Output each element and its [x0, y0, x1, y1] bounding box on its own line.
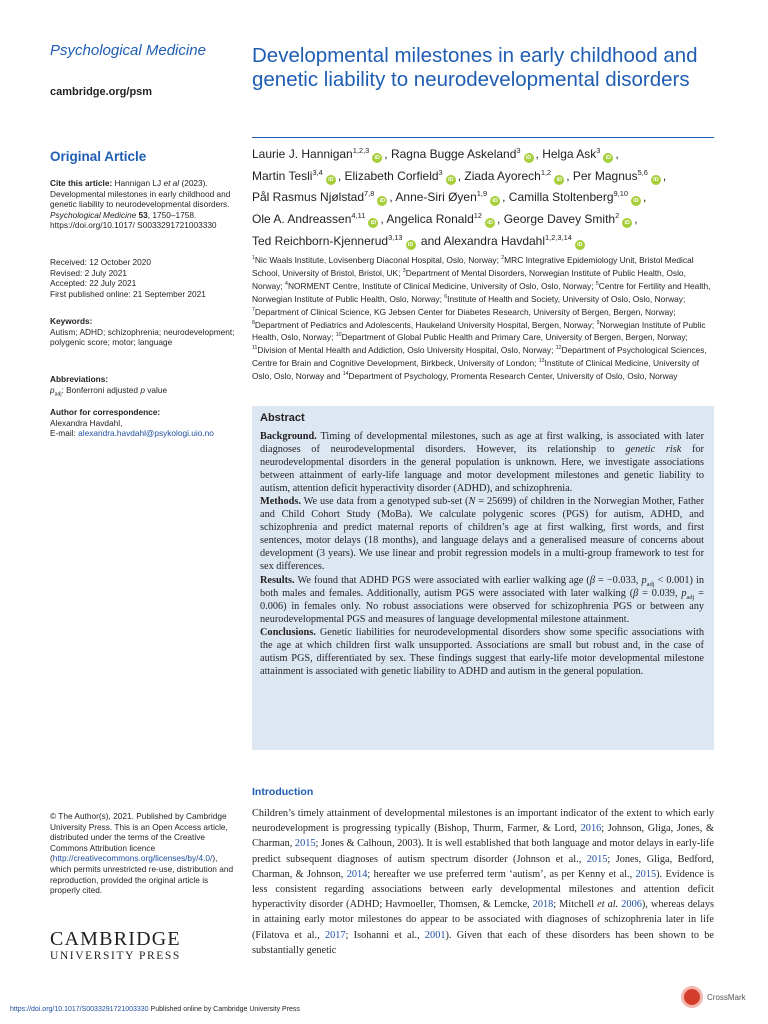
cite-text: (2023). Developmental milestones in early childhood and genetic liability to neurodevelopmental disorders.: [50, 178, 231, 210]
intro-italic: et al.: [597, 899, 619, 911]
author-name: Anne-Siri Øyen: [395, 190, 477, 205]
affiliation-text: Department of Pediatrics and Adolescents, Haukeland University Hospital, Bergen, Norway;: [254, 319, 597, 330]
license-text: ), which permits unrestricted re-use, distribution and reproduction, provided the original article is properly cited.: [50, 853, 234, 896]
author-affiliation-number: 3: [438, 167, 443, 177]
author-separator: and: [417, 233, 444, 248]
p-symbol: p: [641, 574, 647, 586]
author-affiliation-number: 3: [596, 146, 601, 155]
affiliation-number: 6: [444, 293, 448, 300]
affiliation-number: 1: [252, 255, 255, 262]
orcid-icon[interactable]: iD: [651, 175, 661, 185]
license-text: © The Author(s), 2021. Published by Cambridge University Press. This is an Open Access article, distributed under the terms of the Creative Commons Attribution licence (: [50, 811, 228, 864]
crossmark-label: CrossMark: [707, 992, 746, 1002]
author-affiliation-number: 5,6: [637, 167, 648, 177]
author: [573, 169, 666, 183]
keywords-block: [50, 316, 238, 348]
citation-link[interactable]: 2017: [324, 929, 346, 941]
abstract-italic: N: [468, 496, 476, 508]
keywords-label: Keywords:: [50, 316, 93, 326]
affiliation-text: Division of Mental Health and Addiction, Oslo University Hospital, Oslo, Norway;: [257, 345, 556, 356]
abbreviations-block: [50, 374, 238, 398]
abstract-span: Timing of developmental milestones, such as age at first walking, is associated with later diagnoses of neurodevelopmental disorders. However, its relationship to: [260, 431, 704, 456]
dates-block: [50, 257, 238, 299]
citation-link[interactable]: 2006: [621, 899, 642, 911]
author-name: Camilla Stoltenberg: [508, 190, 614, 205]
author-affiliation-number: 12: [473, 211, 483, 221]
author-affiliation-number: 1,9: [476, 189, 488, 199]
correspondence-name: Alexandra Havdahl,: [50, 417, 123, 428]
cite-label: Cite this article:: [50, 178, 113, 188]
abstract-conclusions: [260, 626, 704, 678]
article-type: Original Article: [50, 149, 147, 164]
author-separator: ,: [457, 168, 465, 183]
affiliations: [252, 254, 718, 383]
author: [464, 169, 573, 183]
affiliation-text: NORMENT Centre, Institute of Clinical Medicine, University of Oslo, Oslo, Norway;: [287, 280, 596, 291]
affiliation-text: Department of Psychological Sciences, Centre for Brain and Cognitive Development, Birkbeck, University of London;: [252, 345, 707, 369]
affiliation-text: Norwegian Institute of Public Health, Oslo, Norway;: [252, 319, 706, 343]
introduction-heading: Introduction: [252, 786, 314, 798]
author-affiliation-number: 2: [615, 211, 620, 221]
citation-link[interactable]: 2015: [586, 853, 608, 865]
author-name: Ziada Ayorech: [464, 168, 541, 183]
orcid-icon[interactable]: iD: [622, 218, 632, 228]
abstract-span: < 0.001) in both males and females. Additionally, autism PGS were associated with later walking (: [260, 574, 704, 599]
email-link[interactable]: alexandra.havdahl@psykologi.uio.no: [78, 428, 214, 439]
affiliation-number: 9: [596, 319, 600, 326]
author-separator: ,: [337, 168, 345, 183]
author-separator: ,: [380, 212, 387, 227]
introduction-text: [252, 806, 714, 958]
author-name: Alexandra Havdahl: [443, 233, 546, 248]
author-name: George Davey Smith: [503, 212, 616, 227]
orcid-icon[interactable]: iD: [603, 153, 613, 163]
author-separator: ,: [497, 212, 504, 227]
abstract-span: Genetic liabilities for neurodevelopmental disorders show some specific associations with the age at which children first walk unsupported. Associations are small but robust and, in the case of autism PGS, differentiated by sex. These findings suggest that early-life motor developmental milestone attainment is associated with genetic liability to ADHD and autism in the general population.: [260, 626, 704, 677]
author: [504, 212, 638, 226]
beta-symbol: β: [589, 574, 595, 586]
author-name: Helga Ask: [542, 147, 597, 161]
keywords-text: Autism; ADHD; schizophrenia; neurodevelopment; polygenic score; motor; language: [50, 326, 235, 348]
affiliation-number: 4: [285, 281, 288, 288]
author-name: Martin Tesli: [252, 168, 313, 183]
abstract-span: We found that ADHD PGS were associated with earlier walking age (: [294, 574, 590, 586]
abstract-span: = 0.006) in females only. No robust associations were observed for schizophrenia PGS or between any neurodevelopmental PGS and measures of language developmental milestone attainment.: [260, 587, 704, 625]
intro-span: ; hereafter we use preferred term ‘autism’, as per Kenny et al.,: [367, 868, 636, 880]
intro-span: ; Mitchell: [553, 899, 598, 911]
intro-span: ; Jones & Calhoun, 2003). It is well established that both language and motor delays in early-life predict subsequent diagnoses of autism spectrum disorder (Johnson et al.,: [252, 838, 714, 865]
abbrev-def: : Bonferroni adjusted: [61, 384, 141, 395]
author-affiliation-number: 3,4: [312, 167, 323, 177]
citation-link[interactable]: 2015: [294, 838, 316, 850]
author-affiliation-number: 7,8: [364, 189, 375, 199]
affiliation-text: Institute of Health and Society, University of Oslo, Oslo, Norway;: [447, 293, 686, 304]
results-label: Results.: [260, 574, 295, 586]
journal-url[interactable]: cambridge.org/psm: [50, 86, 153, 98]
abbreviations-text: [50, 385, 238, 396]
author-affiliation-number: 1,2,3: [352, 146, 370, 155]
affiliation-text: MRC Integrative Epidemiology Unit, Bristol Medical School, University of Bristol, Bristol, UK;: [252, 255, 694, 278]
author-separator: ,: [389, 190, 396, 205]
logo-sub-text: UNIVERSITY PRESS: [50, 950, 181, 962]
abstract-results: [260, 574, 704, 626]
author-name: Ragna Bugge Askeland: [390, 147, 517, 161]
abstract-methods: [260, 495, 704, 573]
author-affiliation-number: 1,2,3,14: [545, 232, 572, 242]
author-separator: ,: [662, 168, 667, 183]
affiliation-text: Department of Clinical Science, KG Jebsen Center for Diabetes Research, University of Bergen, Bergen, Norway;: [254, 306, 676, 317]
citation-link[interactable]: 2001: [424, 929, 446, 941]
author-affiliation-number: 3,13: [388, 232, 403, 242]
author: [386, 212, 503, 226]
intro-span: ), whereas delays in attaining early motor milestones do appear to be associated with diagnoses of schizophrenia later in life (Filatova et al.,: [252, 899, 714, 941]
orcid-icon[interactable]: iD: [377, 196, 387, 206]
citation-link[interactable]: 2016: [580, 823, 602, 835]
affiliation-number: 5: [595, 281, 599, 288]
author-name: Per Magnus: [572, 168, 638, 183]
intro-span: ). Evidence is less consistent regarding associations between early developmental milestones and attention deficit hyperactivity disorder (ADHD; Havmoeller, Thomsen, & Lemcke,: [252, 868, 715, 911]
affiliation-text: Department of Psychology, Promenta Research Center, University of Oslo, Oslo, Norway: [348, 371, 678, 382]
cite-block: [50, 178, 238, 231]
intro-span: ). Given that each of these disorders has been shown to be substantially genetic: [252, 929, 714, 956]
correspondence-block: [50, 407, 238, 439]
orcid-icon[interactable]: iD: [554, 175, 564, 185]
orcid-icon[interactable]: iD: [485, 218, 495, 228]
author-separator: ,: [615, 147, 619, 161]
orcid-icon[interactable]: iD: [368, 218, 378, 228]
author-separator: ,: [634, 212, 638, 227]
affiliation-number: 2: [501, 255, 505, 262]
crossmark-icon[interactable]: [681, 986, 703, 1008]
received-date: Received: 12 October 2020: [50, 257, 152, 267]
revised-date: Revised: 2 July 2021: [50, 267, 128, 278]
abstract-italic: genetic risk: [625, 444, 682, 456]
author-separator: ,: [642, 190, 647, 205]
author-affiliation-number: 4,11: [351, 211, 366, 221]
cite-doi[interactable]: , 1750–1758. https://doi.org/10.1017/ S0033291721003330: [50, 209, 217, 231]
footer: [10, 1006, 300, 1013]
affiliation-text: Nic Waals Institute, Lovisenberg Diaconal Hospital, Oslo, Norway;: [254, 255, 502, 265]
author-affiliation-number: 9,10: [613, 189, 628, 199]
intro-span: Children’s timely attainment of developmental milestones is an important indicator of the extent to which early neurodevelopment is progressing typically (Bishop, Thurm, Farmer, & Lord,: [252, 808, 714, 835]
correspondence-label: Author for correspondence:: [50, 407, 161, 417]
author-separator: ,: [566, 168, 573, 183]
author: [509, 190, 647, 204]
orcid-icon[interactable]: iD: [406, 240, 416, 250]
author: [542, 147, 619, 161]
affiliation-number: 12: [555, 345, 562, 352]
affiliation-number: 11: [252, 345, 258, 352]
abstract-background: [260, 430, 704, 495]
abstract-text: [260, 430, 704, 678]
author-name: Pål Rasmus Njølstad: [252, 190, 365, 205]
methods-label: Methods.: [260, 496, 301, 508]
published-date: First published online: 21 September 2021: [50, 288, 206, 299]
p-subscript: adj: [686, 593, 695, 601]
affiliation-text: Institute of Clinical Medicine, University of Oslo, Oslo, Norway and: [252, 358, 700, 382]
affiliation-number: 7: [252, 306, 255, 313]
email-label: E-mail:: [50, 428, 79, 439]
author: [252, 190, 395, 204]
doi-link[interactable]: https://doi.org/10.1017/S0033291721003330: [10, 1006, 149, 1013]
author-separator: ,: [384, 147, 391, 161]
author: [395, 190, 508, 204]
author-name: Ole A. Andreassen: [252, 212, 352, 227]
abstract-span: We use data from a genotyped sub-set (: [300, 496, 469, 508]
author: [252, 169, 344, 183]
author-separator: ,: [502, 190, 509, 205]
abstract-span: = 0.039,: [638, 587, 682, 599]
author: [344, 169, 464, 183]
author: [252, 234, 444, 248]
orcid-icon[interactable]: iD: [490, 196, 500, 206]
license-block: [50, 811, 238, 896]
citation-link[interactable]: 2015: [635, 868, 657, 880]
logo-main-text: CAMBRIDGE: [50, 928, 181, 950]
title-divider: [252, 137, 714, 138]
affiliation-text: Centre for Fertility and Health, Norwegian Institute of Public Health, Oslo, Norway;: [252, 280, 711, 304]
abbrev-value: value: [144, 384, 168, 395]
author: [252, 212, 386, 226]
affiliation-number: 10: [335, 332, 342, 339]
abstract-span: = 25699) of children in the Norwegian Mother, Father and Child Cohort Study (MoBa). We calculate polygenic scores (PGS) for autism, ADHD, and schizophrenia and predict maternal reports of children’s age at first walking, first words, and first sentences, motor delays (18 months), and language delays and a generalised measure of concerns about development (3 years). We use linear and probit regression models in a multi-group framework to test for sex differences.: [260, 496, 704, 573]
author: [444, 234, 587, 248]
cite-text: Hannigan LJ: [112, 178, 164, 188]
abstract-span: for neurodevelopmental disorders in the general population is unknown. Here, we investigate associations between attainment of early-life language and motor development milestones and genetic liability to autism, attention deficit hyperactivity disorder (ADHD), and schizophrenia.: [260, 444, 704, 495]
affiliation-number: 14: [342, 371, 349, 378]
background-label: Background.: [260, 431, 317, 442]
p-symbol: p: [50, 384, 55, 395]
p-italic: p: [140, 384, 145, 395]
author-list: [252, 144, 722, 253]
author-name: Ted Reichborn-Kjennerud: [252, 233, 389, 248]
p-subscript: adj: [54, 391, 62, 398]
affiliation-number: 3: [402, 268, 406, 275]
citation-link[interactable]: 2018: [532, 899, 554, 911]
abbreviations-label: Abbreviations:: [50, 374, 109, 384]
cite-journal: Psychological Medicine: [50, 209, 137, 220]
intro-span: ; Johnson, Gliga, Jones, & Charman,: [252, 823, 714, 850]
author-name: Elizabeth Corfield: [344, 168, 439, 183]
author-separator: ,: [535, 147, 543, 161]
intro-span: ; Isohanni et al.,: [345, 929, 425, 941]
abstract-heading: Abstract: [260, 412, 305, 424]
affiliation-text: Department of Global Public Health and Primary Care, University of Bergen, Bergen, Norway;: [341, 332, 688, 343]
journal-name: Psychological Medicine: [50, 42, 206, 59]
author-affiliation-number: 1,2: [540, 167, 552, 177]
orcid-icon[interactable]: iD: [326, 175, 336, 185]
author-affiliation-number: 3: [516, 146, 521, 155]
crossmark-badge[interactable]: [681, 986, 746, 1008]
author: [252, 147, 391, 161]
affiliation-text: Department of Mental Disorders, Norwegian Institute of Public Health, Oslo, Norway;: [252, 267, 686, 291]
author-name: Angelica Ronald: [386, 212, 474, 227]
cite-etal: et al: [163, 178, 180, 188]
accepted-date: Accepted: 22 July 2021: [50, 278, 137, 289]
orcid-icon[interactable]: iD: [372, 153, 382, 163]
orcid-icon[interactable]: iD: [575, 240, 585, 250]
cite-volume: 53: [136, 209, 148, 220]
beta-symbol: β: [633, 587, 639, 599]
citation-link[interactable]: 2014: [346, 868, 368, 880]
p-subscript: adj: [646, 580, 655, 588]
p-symbol: p: [681, 587, 687, 599]
affiliation-number: 8: [252, 319, 255, 326]
license-link[interactable]: http://creativecommons.org/licenses/by/4.0/: [52, 853, 213, 864]
orcid-icon[interactable]: iD: [524, 153, 534, 163]
orcid-icon[interactable]: iD: [631, 196, 641, 206]
conclusions-label: Conclusions.: [260, 626, 316, 638]
author: [391, 147, 542, 161]
cambridge-logo: [50, 928, 181, 963]
abstract-span: = −0.033,: [594, 574, 642, 586]
article-title: Developmental milestones in early childhood and genetic liability to neurodevelopmental disorders: [252, 44, 698, 91]
intro-span: ; Jones, Gliga, Bedford, Charman, & Johnson,: [252, 853, 714, 880]
footer-published: Published online by Cambridge University Press: [148, 1006, 300, 1013]
affiliation-number: 13: [538, 358, 545, 365]
author-name: Laurie J. Hannigan: [252, 147, 353, 161]
orcid-icon[interactable]: iD: [446, 175, 456, 185]
